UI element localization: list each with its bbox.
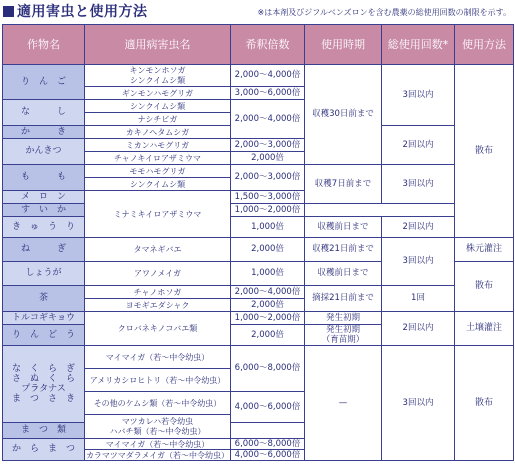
crop-name: プラタナス [21,384,66,394]
heading-square-icon [3,6,14,17]
pest-cell: その他のケムシ類（若〜中令幼虫） [85,392,231,415]
pest-cell: タマネギバエ [85,238,231,262]
method-cell: 散布 [455,65,514,238]
pest-cell: チャノキイロアザミウマ [85,152,231,165]
count-cell: 3回以内 [382,165,455,204]
dilution-cell: 1,000〜2,000倍 [231,204,305,217]
timing-line: （育苗期） [321,335,365,345]
count-cell: 2回以内 [382,126,455,165]
crop-cell: ま つ 類 [3,423,85,439]
crop-cell: トルコギキョウ [3,312,85,325]
dilution-cell: 4,000〜6,000倍 [231,392,305,423]
crop-cell: な し [3,100,85,126]
dilution-cell: 2,000〜4,000倍 [231,65,305,87]
dilution-cell: 2,000〜3,000倍 [231,139,305,152]
dilution-cell: 1,000倍 [231,262,305,286]
count-cell: 1回 [382,286,455,312]
col-header-timing: 使用時期 [305,25,382,65]
crop-cell: り ん ご [3,65,85,100]
pest-cell [85,415,231,439]
crop-cell: か き [3,126,85,139]
pest-cell: マイマイガ（若〜中令幼虫） [85,346,231,369]
dilution-cell: 1,000〜2,000倍 [231,312,305,325]
col-header-crop: 作物名 [3,25,85,65]
table-row [3,312,514,325]
crop-name: ま つ さ き [11,394,75,404]
dilution-cell: 2,000倍 [231,325,305,346]
pest-cell [85,65,231,87]
pest-cell: カラマツマダラメイガ（若〜中令幼虫） [85,450,230,460]
count-cell: 3回以内 [382,346,455,461]
crop-cell: す い か [3,204,85,217]
timing-cell: 収穫7日前まで [305,165,382,204]
count-cell: 3回以内 [382,65,455,126]
dilution-cell: 2,000倍 [231,238,305,262]
crop-cell: しょうが [3,262,85,286]
timing-cell: 摘採21日前まで [305,286,382,312]
crop-cell: メ ロ ン [3,191,85,204]
method-cell: 土壌灌注 [455,312,514,346]
table-row [3,238,514,262]
usage-table [2,24,514,461]
dilution-cell: 2,000〜4,000倍 [231,100,305,139]
dilution-cell: 2,000倍 [231,152,305,165]
crop-cell: ね ぎ [3,238,85,262]
pest-cell: シンクイムシ類 [85,178,231,191]
crop-name: な く ら ぎ [11,364,75,374]
pest-cell: ミナミキイロアザミウマ [85,191,231,238]
table-row [3,217,514,238]
timing-cell: 収穫21日前まで [305,238,382,262]
dilution-cell: 6,000〜8,000倍 [231,346,305,392]
table-row [3,65,514,87]
crop-cell: も も [3,165,85,191]
pest-cell: マイマイガ（若〜中令幼虫） [85,439,231,450]
pest-cell: クロバネキノコバエ類 [85,312,231,346]
pest-cell: シンクイムシ類 [85,100,231,113]
table-row [3,165,514,178]
pest-cell: ヨモギエダシャク [85,299,231,312]
crop-cell: 茶 [3,286,85,312]
method-cell: 株元灌注 [455,238,514,262]
pest-cell: カキノヘタムシガ [85,126,231,139]
crop-name: さ ぬ く ら [11,374,75,384]
timing-cell: 収穫前日まで [305,262,382,286]
crop-cell [3,346,85,423]
section-heading [3,3,148,19]
count-cell: 2回以内 [382,217,455,238]
dilution-cell: 2,000倍 [231,299,305,312]
method-cell: 散布 [455,262,514,312]
timing-cell: 収穫30日前まで [305,65,382,165]
dilution-cell: 2,000〜4,000倍 [231,286,305,299]
crop-cell: か ら ま つ [3,439,85,461]
page-title: 適用害虫と使用方法 [17,4,148,20]
crop-cell: り ん ど う [3,325,85,346]
pest-cell: チャノホソガ [85,286,231,299]
pest-cell: アメリカシロヒトリ（若〜中令幼虫） [85,369,231,392]
timing-cell: — [305,346,382,461]
crop-cell: き ゅ う り [3,217,85,238]
dilution-cell: 1,000倍 [231,217,305,238]
col-header-count: 総使用回数* [382,25,455,65]
timing-cell: 収穫前日まで [305,217,382,238]
col-header-method: 使用方法 [455,25,514,65]
pest-name: ハバチ類（若〜中令幼虫） [109,426,206,436]
pest-name: シンクイムシ類 [129,75,186,85]
table-row [3,204,514,217]
dilution-cell: 4,000〜6,000倍 [231,450,305,461]
pest-cell: モモハモグリガ [85,165,231,178]
dilution-cell: 2,000〜3,000倍 [231,165,305,191]
dilution-cell: 3,000〜6,000倍 [231,87,305,100]
pest-name: キンモンホソガ [129,65,186,75]
timing-line: 発生初期 [325,325,360,335]
table-header-row [3,25,514,65]
table-row [3,286,514,299]
pest-cell: ナシチビガ [85,113,231,126]
col-header-dilution: 希釈倍数 [231,25,305,65]
timing-cell: 発生初期 [305,312,382,325]
method-cell: 散布 [455,346,514,461]
usage-note: ※は本剤及びジフルベンズロンを含む農薬の総使用回数の制限を示す。 [257,8,511,17]
timing-cell [305,325,382,346]
pest-cell: ギンモンハモグリガ [85,87,231,100]
pest-cell: ミカンハモグリガ [85,139,231,152]
pest-name: マツカレハ若令幼虫 [121,416,194,426]
count-cell: 2回以内 [382,312,455,346]
table-row [3,346,514,369]
dilution-cell: 1,500〜3,000倍 [231,191,305,204]
dilution-cell: 6,000〜8,000倍 [231,439,305,450]
count-cell: 3回以内 [382,238,455,286]
col-header-pest: 適用病害虫名 [85,25,231,65]
pest-cell: アワノメイガ [85,262,231,286]
crop-cell: かんきつ [3,139,85,165]
